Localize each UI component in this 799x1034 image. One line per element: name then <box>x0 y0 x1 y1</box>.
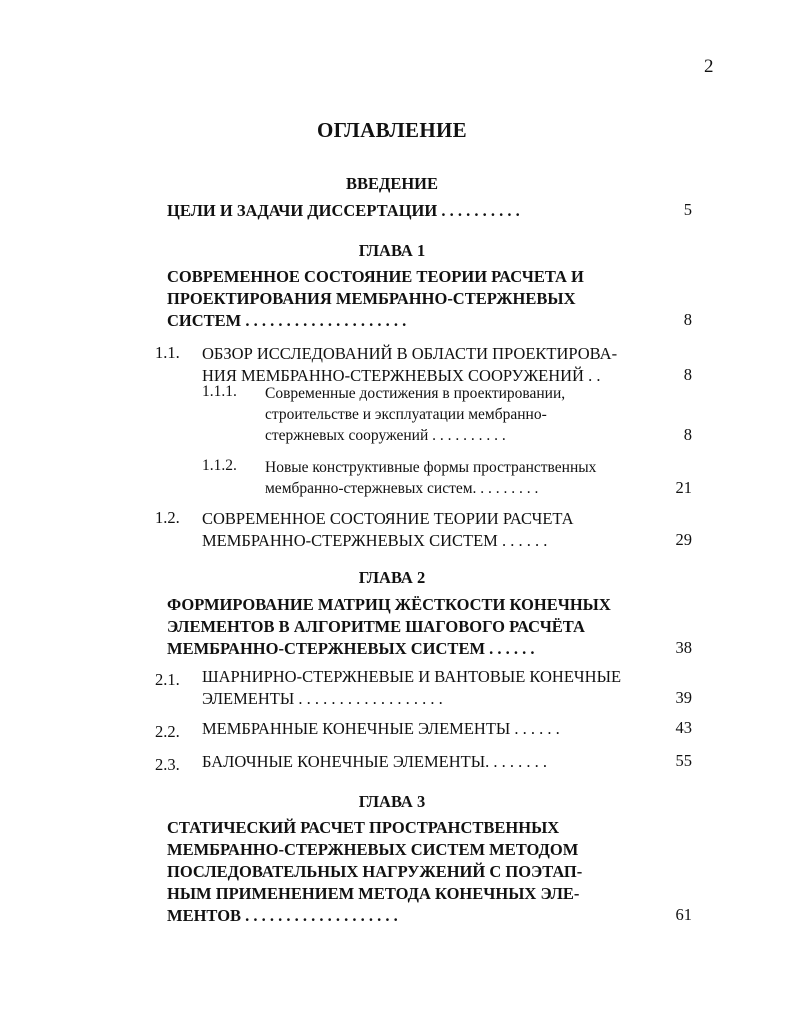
chapter3-line: ПОСЛЕДОВАТЕЛЬНЫХ НАГРУЖЕНИЙ С ПОЭТАП- <box>167 862 583 881</box>
chapter2-entry[interactable] <box>167 594 611 660</box>
section-2-3-entry[interactable] <box>202 751 547 773</box>
chapter1-heading: ГЛАВА 1 <box>358 241 426 260</box>
subsection-1-1-1-line: Современные достижения в проектировании, <box>265 385 566 402</box>
section-1-1-page: 8 <box>683 365 692 384</box>
section-2-1-entry[interactable] <box>202 666 621 710</box>
intro-heading: ВВЕДЕНИЕ <box>345 174 439 193</box>
subsection-1-1-2-number: 1.1.2. <box>202 457 237 474</box>
chapter1-entry[interactable] <box>167 266 584 332</box>
intro-page: 5 <box>683 200 692 219</box>
chapter3-entry[interactable] <box>167 817 582 927</box>
section-2-1-line: ЭЛЕМЕНТЫ . . . . . . . . . . . . . . . . . . <box>202 689 443 708</box>
chapter3-line: СТАТИЧЕСКИЙ РАСЧЕТ ПРОСТРАНСТВЕННЫХ <box>167 818 560 837</box>
toc-title: ОГЛАВЛЕНИЕ <box>317 118 467 142</box>
subsection-1-1-1-entry[interactable] <box>265 383 565 446</box>
chapter2-page: 38 <box>675 638 692 657</box>
chapter3-heading: ГЛАВА 3 <box>358 792 426 811</box>
section-1-1-number: 1.1. <box>155 343 180 362</box>
section-2-2-number: 2.2. <box>155 722 180 741</box>
chapter1-line: ПРОЕКТИРОВАНИЯ МЕМБРАННО-СТЕРЖНЕВЫХ <box>167 289 576 308</box>
section-2-2-page: 43 <box>675 718 692 737</box>
chapter2-line: ЭЛЕМЕНТОВ В АЛГОРИТМЕ ШАГОВОГО РАСЧЁТА <box>167 617 585 636</box>
subsection-1-1-1-line: строительстве и эксплуатации мембранно- <box>265 406 547 423</box>
subsection-1-1-2-line: Новые конструктивные формы пространственных <box>265 459 597 476</box>
chapter3-line: НЫМ ПРИМЕНЕНИЕМ МЕТОДА КОНЕЧНЫХ ЭЛЕ- <box>167 884 580 903</box>
subsection-1-1-1-number: 1.1.1. <box>202 383 237 400</box>
section-2-1-number: 2.1. <box>155 670 180 689</box>
section-1-2-number: 1.2. <box>155 508 180 527</box>
chapter2-line: ФОРМИРОВАНИЕ МАТРИЦ ЖЁСТКОСТИ КОНЕЧНЫХ <box>167 595 611 614</box>
section-1-1-line: ОБЗОР ИССЛЕДОВАНИЙ В ОБЛАСТИ ПРОЕКТИРОВА- <box>202 344 618 363</box>
chapter1-line: СОВРЕМЕННОЕ СОСТОЯНИЕ ТЕОРИИ РАСЧЕТА И <box>167 267 584 286</box>
section-2-2-line: МЕМБРАННЫЕ КОНЕЧНЫЕ ЭЛЕМЕНТЫ . . . . . . <box>202 719 560 738</box>
section-2-3-line: БАЛОЧНЫЕ КОНЕЧНЫЕ ЭЛЕМЕНТЫ. . . . . . . . <box>202 752 547 771</box>
chapter3-line: МЕМБРАННО-СТЕРЖНЕВЫХ СИСТЕМ МЕТОДОМ <box>167 840 579 859</box>
section-2-3-page: 55 <box>675 751 692 770</box>
chapter3-line: МЕНТОВ . . . . . . . . . . . . . . . . . . . <box>167 906 398 925</box>
section-1-1-line: НИЯ МЕМБРАННО-СТЕРЖНЕВЫХ СООРУЖЕНИЙ . . <box>202 366 601 385</box>
section-1-1-entry[interactable] <box>202 343 617 387</box>
section-1-2-page: 29 <box>675 530 692 549</box>
section-1-2-line: МЕМБРАННО-СТЕРЖНЕВЫХ СИСТЕМ . . . . . . <box>202 531 548 550</box>
section-1-2-line: СОВРЕМЕННОЕ СОСТОЯНИЕ ТЕОРИИ РАСЧЕТА <box>202 509 574 528</box>
intro-entry[interactable] <box>167 200 520 222</box>
chapter1-line: СИСТЕМ . . . . . . . . . . . . . . . . . . . . <box>167 311 407 330</box>
page-number: 2 <box>704 56 714 77</box>
chapter2-heading: ГЛАВА 2 <box>358 568 426 587</box>
subsection-1-1-1-line: стержневых сооружений . . . . . . . . . . <box>265 427 506 444</box>
section-2-1-line: ШАРНИРНО-СТЕРЖНЕВЫЕ И ВАНТОВЫЕ КОНЕЧНЫЕ <box>202 667 622 686</box>
chapter3-page: 61 <box>675 905 692 924</box>
section-2-2-entry[interactable] <box>202 718 560 740</box>
section-2-1-page: 39 <box>675 688 692 707</box>
intro-entry-line: ЦЕЛИ И ЗАДАЧИ ДИССЕРТАЦИИ . . . . . . . . . . <box>167 201 520 220</box>
chapter1-page: 8 <box>683 310 692 329</box>
subsection-1-1-2-line: мембранно-стержневых систем. . . . . . . . . <box>265 480 539 497</box>
section-1-2-entry[interactable] <box>202 508 574 552</box>
chapter2-line: МЕМБРАННО-СТЕРЖНЕВЫХ СИСТЕМ . . . . . . <box>167 639 535 658</box>
subsection-1-1-1-page: 8 <box>683 425 692 444</box>
subsection-1-1-2-entry[interactable] <box>265 457 596 499</box>
section-2-3-number: 2.3. <box>155 755 180 774</box>
subsection-1-1-2-page: 21 <box>675 478 692 497</box>
